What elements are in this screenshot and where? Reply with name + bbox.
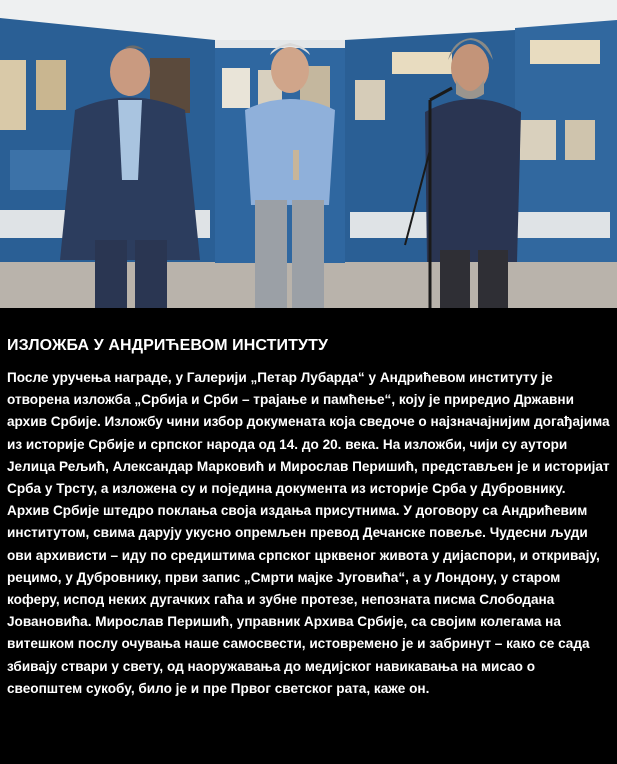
article-paragraph-2: Архив Србије штедро поклања своја издања присутнима. У договору са Андрићевим институтом, свима дарују укусно опремљен превод Дечанске повеље. Чудесни људи ови архивисти – иду по средиштима српског црквеног живота у дијаспори, и откривају, рецимо, у Дубровнику, први запис „Смрти мајке Југовића“, а у Лондону, у старом коферу, испод неких дугачких гаћа и зубне протезе, непозната писма Слободана Јовановића. Мирослав Перишић, управник Архива Србије, са својим колегама на витешком послу очувања наше самосвести, истовремено је и забринут – како се сада збивају ствари у свету, од наоружавања до медијског навикавања на мисао о свеопштем сукобу, било је и пре Првог светског рата, каже он. <box>7 503 600 696</box>
article-paragraph-1: После уручења награде, у Галерији „Петар Лубарда“ у Андрићевом институту је отворена изложба „Србија и Срби – трајање и памћење“, коју је приредио Државни архив Србије. Изложбу чини избор докумената која сведоче о најзначајнијим догађајима из историје Србије и српског народа од 14. до 20. века. На изложби, чији су аутори Јелица Рељић, Александар Марковић и Мирослав Перишић, представљен је и историјат Срба у Трсту, а изложена су и поједина документа из историје Срба у Дубровнику. <box>7 370 610 497</box>
article-body <box>7 367 613 700</box>
article-title: ИЗЛОЖБА У АНДРИЋЕВОМ ИНСТИТУТУ <box>7 337 328 354</box>
exhibition-photo <box>0 0 617 308</box>
